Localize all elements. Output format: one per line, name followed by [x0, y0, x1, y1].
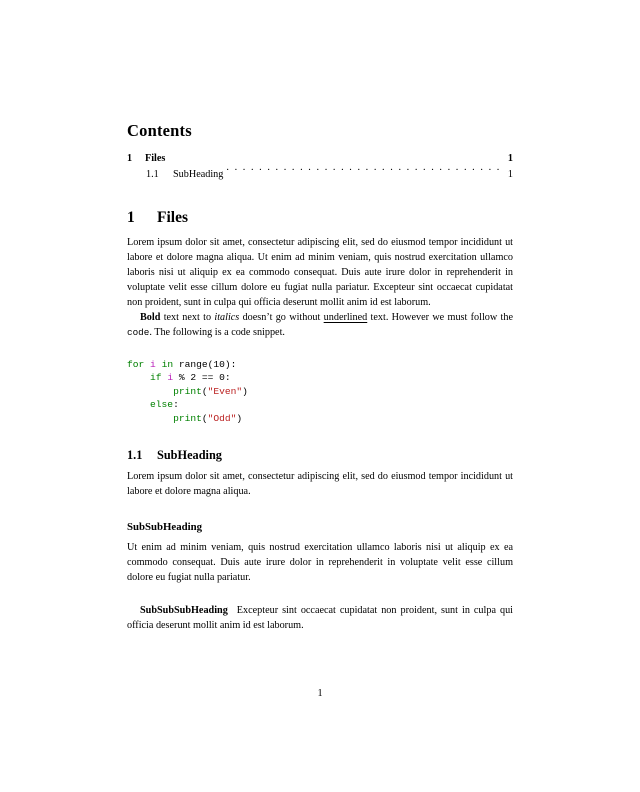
- code-token-plain: (: [201, 413, 208, 425]
- subsubsection-heading: SubSubHeading: [127, 521, 203, 534]
- code-token-plain: range(: [173, 358, 214, 370]
- code-line: [127, 371, 513, 385]
- code-token-kw: print: [173, 413, 202, 425]
- code-token-plain: :: [224, 372, 231, 384]
- code-token-plain: [127, 399, 150, 410]
- inline-code-text: code: [127, 326, 150, 338]
- code-token-plain: :: [173, 399, 179, 411]
- code-token-plain: ): [236, 413, 243, 425]
- code-token-plain: [127, 372, 150, 383]
- toc-entry-files[interactable]: [127, 151, 513, 167]
- code-token-plain: (: [201, 385, 208, 397]
- toc-entry-number: 1.1: [146, 169, 159, 181]
- toc-entry-label: SubHeading: [173, 169, 224, 181]
- code-token-kw: for: [127, 358, 145, 370]
- code-line: [127, 358, 513, 372]
- toc-leader: [168, 151, 505, 161]
- code-token-plain: ): [242, 385, 248, 397]
- section-title: Files: [157, 209, 188, 227]
- code-token-str: "Odd": [207, 413, 237, 425]
- section-paragraph-2: [127, 311, 513, 341]
- page-text-block: [127, 122, 513, 634]
- code-token-num: 2: [190, 372, 197, 384]
- bold-text: Bold: [140, 311, 161, 323]
- italic-text: italics: [214, 311, 240, 323]
- code-token-kw: print: [173, 385, 202, 397]
- code-token-kw: else: [150, 399, 174, 411]
- code-token-str: "Even": [207, 385, 243, 397]
- code-line: [127, 385, 513, 399]
- subsection-heading-subheading: [127, 448, 513, 463]
- code-token-num: 0: [219, 372, 225, 384]
- page-number-footer: 1: [317, 688, 323, 699]
- subsubsection-paragraph: Ut enim ad minim veniam, quis nostrud exercitation ullamco laboris nisi ut aliquip ex ea commodo consequat. Duis aute irure dolor in reprehenderit in voluptate velit esse cillum dolore eu fugiat nulla pariatur.: [127, 542, 513, 584]
- code-token-kw: if: [150, 372, 162, 384]
- code-token-plain: ):: [224, 358, 237, 370]
- toc-entry-subheading[interactable]: [127, 167, 513, 183]
- text-after-italic: doesn’t go without: [239, 311, 324, 323]
- code-token-plain: ==: [196, 372, 220, 384]
- underlined-text: underlined: [323, 311, 368, 323]
- section-paragraph-1: Lorem ipsum dolor sit amet, consectetur adipiscing elit, sed do eiusmod tempor incididunt ut labore et dolore magna aliqua. Ut enim ad minim veniam, quis nostrud exercitation ullamco laboris nisi ut aliquip ex ea commodo consequat. Duis aute irure dolor in reprehenderit in voluptate velit esse cillum dolore eu fugiat nulla pariatur. Excepteur sint occaecat cupidatat non proident, sunt in culpa qui officia deserunt mollit anim id est laborum.: [127, 236, 513, 308]
- code-token-var: i: [150, 358, 156, 370]
- subsection-number: 1.1: [127, 447, 143, 462]
- code-token-var: i: [167, 372, 174, 384]
- toc-entry-page: 1: [507, 169, 513, 181]
- code-token-plain: [127, 413, 173, 424]
- code-token-num: 10: [213, 358, 225, 370]
- subsection-paragraph: Lorem ipsum dolor sit amet, consectetur adipiscing elit, sed do eiusmod tempor incididunt ut labore et dolore magna aliqua.: [127, 471, 513, 498]
- text-after-bold: text next to: [160, 311, 215, 323]
- code-token-plain: %: [173, 372, 191, 384]
- contents-title: Contents: [127, 121, 192, 140]
- paragraph-heading-title: SubSubSubHeading: [140, 605, 228, 617]
- code-snippet-block: [127, 358, 513, 426]
- toc-entry-page: 1: [507, 153, 513, 165]
- code-token-plain: [127, 386, 173, 397]
- toc-entry-number: 1: [127, 153, 133, 165]
- code-line: [127, 412, 513, 426]
- paragraph-heading-block: [127, 604, 513, 634]
- toc-leader: [226, 167, 505, 177]
- paragraph-tail-text: . The following is a code snippet.: [149, 326, 285, 338]
- paragraph-heading-text: Excepteur sint occaecat cupidatat non proident, sunt in culpa qui officia deserunt mollit anim id est laborum.: [127, 605, 513, 631]
- code-token-kw: in: [161, 358, 174, 370]
- section-number: 1: [127, 209, 135, 227]
- code-line: [127, 398, 513, 412]
- subsection-title: SubHeading: [157, 447, 222, 462]
- toc-entry-label: Files: [145, 153, 166, 165]
- text-after-underline: text. However we must follow the: [367, 311, 513, 323]
- section-heading-files: [127, 209, 513, 227]
